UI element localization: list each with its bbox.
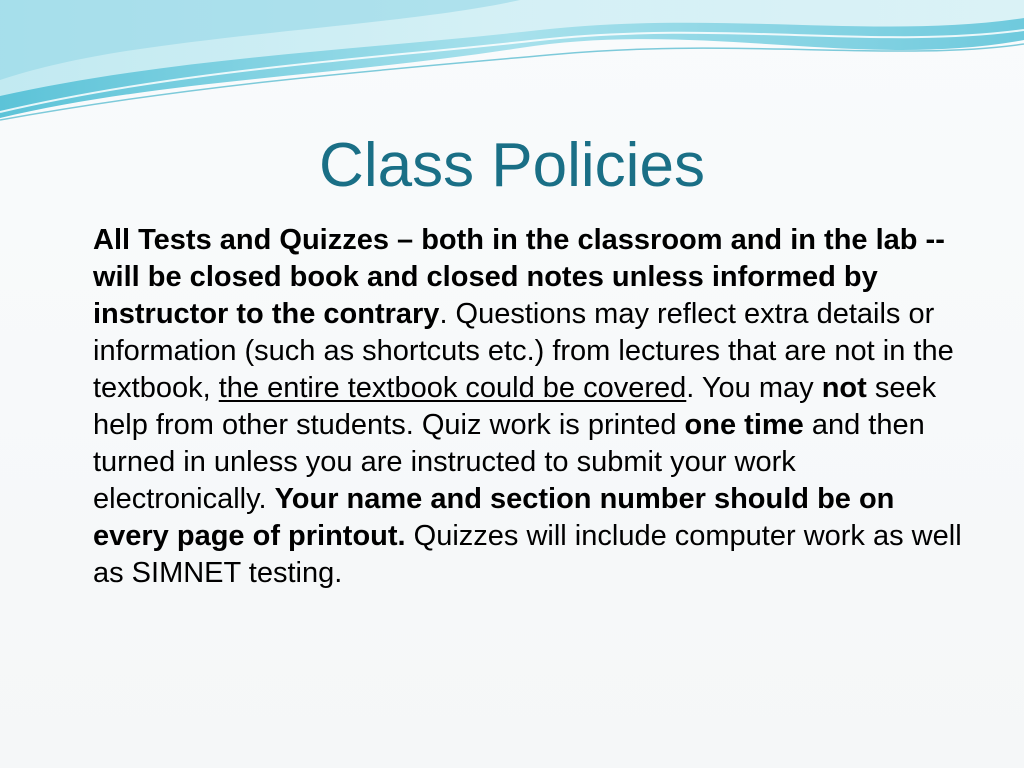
body-segment: . You may <box>686 372 822 404</box>
underlined-phrase-textbook: the entire textbook could be covered <box>218 372 687 404</box>
bold-word-not: not <box>821 372 867 404</box>
body-segment: and then turned in unless you are instructed to submit your work electronically. <box>93 409 925 515</box>
body-segment: seek help from other students. Quiz work is printed <box>93 372 937 441</box>
bold-phrase-name-section: Your name and section number should be on every page of printout. <box>93 483 895 552</box>
slide-body-text <box>93 222 973 592</box>
slide-title: Class Policies <box>319 131 705 200</box>
body-segment: Quizzes will include computer work as well as SIMNET testing. <box>93 520 962 589</box>
decorative-wave-header <box>0 0 1024 130</box>
bold-phrase-tests-policy: All Tests and Quizzes – both in the classroom and in the lab -- will be closed book and closed notes unless informed by instructor to the contrary <box>93 224 945 330</box>
bold-phrase-one-time: one time <box>684 409 804 441</box>
body-segment: . Questions may reflect extra details or information (such as shortcuts etc.) from lectures that are not in the textbook, <box>93 298 954 404</box>
